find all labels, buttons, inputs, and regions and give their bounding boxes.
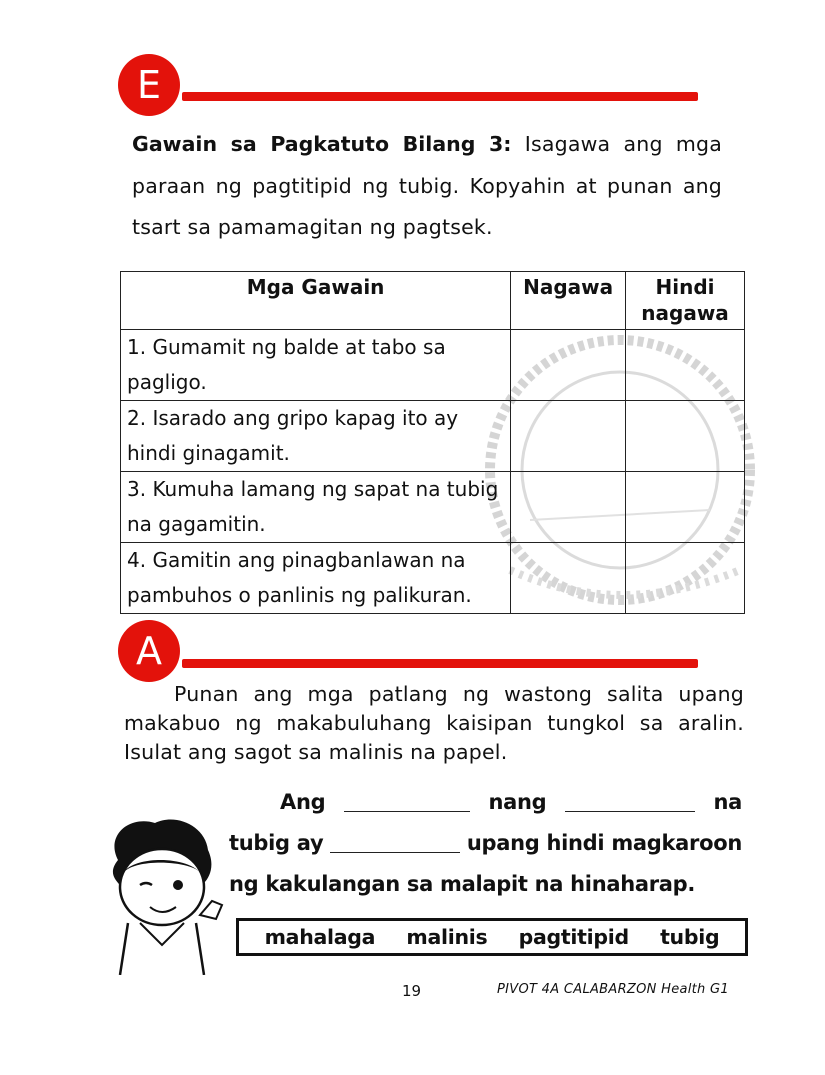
word-tubig-ay: tubig ay bbox=[229, 831, 324, 855]
task-cell: 3. Kumuha lamang ng sapat na tubig na gagamitin. bbox=[121, 472, 511, 543]
fill-line-1 bbox=[280, 790, 742, 814]
section-a-badge: A bbox=[118, 620, 180, 682]
table-row bbox=[121, 401, 745, 472]
fill-line-3 bbox=[229, 872, 695, 896]
table-row bbox=[121, 472, 745, 543]
word-bank-item: mahalaga bbox=[264, 925, 376, 949]
hindi-nagawa-check-cell[interactable] bbox=[626, 330, 745, 401]
nagawa-check-cell[interactable] bbox=[511, 330, 626, 401]
word-nang: nang bbox=[488, 790, 547, 814]
task-cell: 4. Gamitin ang pinagbanlawan na pambuhos o panlinis ng palikuran. bbox=[121, 543, 511, 614]
word-upang: upang hindi magkaroon bbox=[466, 831, 742, 855]
instruction-paragraph: Punan ang mga patlang ng wastong salita upang makabuo ng makabuluhang kaisipan tungkol sa aralin. Isulat ang sagot sa malinis na papel. bbox=[124, 682, 744, 764]
word-bank-item: tubig bbox=[660, 925, 720, 949]
word-bank bbox=[236, 918, 748, 956]
section-e-rule bbox=[182, 92, 698, 101]
word-ang: Ang bbox=[280, 790, 326, 814]
task-cell: 1. Gumamit ng balde at tabo sa pagligo. bbox=[121, 330, 511, 401]
header-hindi-nagawa: Hindi nagawa bbox=[626, 272, 745, 330]
word-bank-item: malinis bbox=[406, 925, 488, 949]
page-number: 19 bbox=[402, 982, 422, 1000]
fill-line-2 bbox=[229, 831, 742, 855]
nagawa-check-cell[interactable] bbox=[511, 401, 626, 472]
activity-paragraph bbox=[132, 124, 722, 249]
word-na: na bbox=[713, 790, 742, 814]
footer-source: PIVOT 4A CALABARZON Health G1 bbox=[497, 982, 729, 997]
header-gawain: Mga Gawain bbox=[121, 272, 511, 330]
task-cell: 2. Isarado ang gripo kapag ito ay hindi ginagamit. bbox=[121, 401, 511, 472]
hindi-nagawa-check-cell[interactable] bbox=[626, 472, 745, 543]
nagawa-check-cell[interactable] bbox=[511, 472, 626, 543]
header-nagawa: Nagawa bbox=[511, 272, 626, 330]
hindi-nagawa-check-cell[interactable] bbox=[626, 401, 745, 472]
activity-text: Isagawa ang mga paraan ng pagtitipid ng tubig. Kopyahin at punan ang tsart sa pamamagitan ng pagtsek. bbox=[132, 132, 723, 239]
section-e-badge: E bbox=[118, 54, 180, 116]
nagawa-check-cell[interactable] bbox=[511, 543, 626, 614]
activity-title: Gawain sa Pagkatuto Bilang 3: bbox=[132, 132, 512, 156]
hindi-nagawa-check-cell[interactable] bbox=[626, 543, 745, 614]
tracking-chart bbox=[120, 271, 745, 614]
word-ng-kakulangan: ng kakulangan sa malapit na hinaharap. bbox=[229, 872, 696, 896]
table-row bbox=[121, 543, 745, 614]
blank-2[interactable] bbox=[565, 790, 695, 812]
boy-illustration bbox=[100, 815, 225, 975]
table-row bbox=[121, 330, 745, 401]
word-bank-item: pagtitipid bbox=[518, 925, 629, 949]
section-a-rule bbox=[182, 659, 698, 668]
blank-1[interactable] bbox=[344, 790, 470, 812]
chart-header-row bbox=[121, 272, 745, 330]
blank-3[interactable] bbox=[330, 831, 460, 853]
